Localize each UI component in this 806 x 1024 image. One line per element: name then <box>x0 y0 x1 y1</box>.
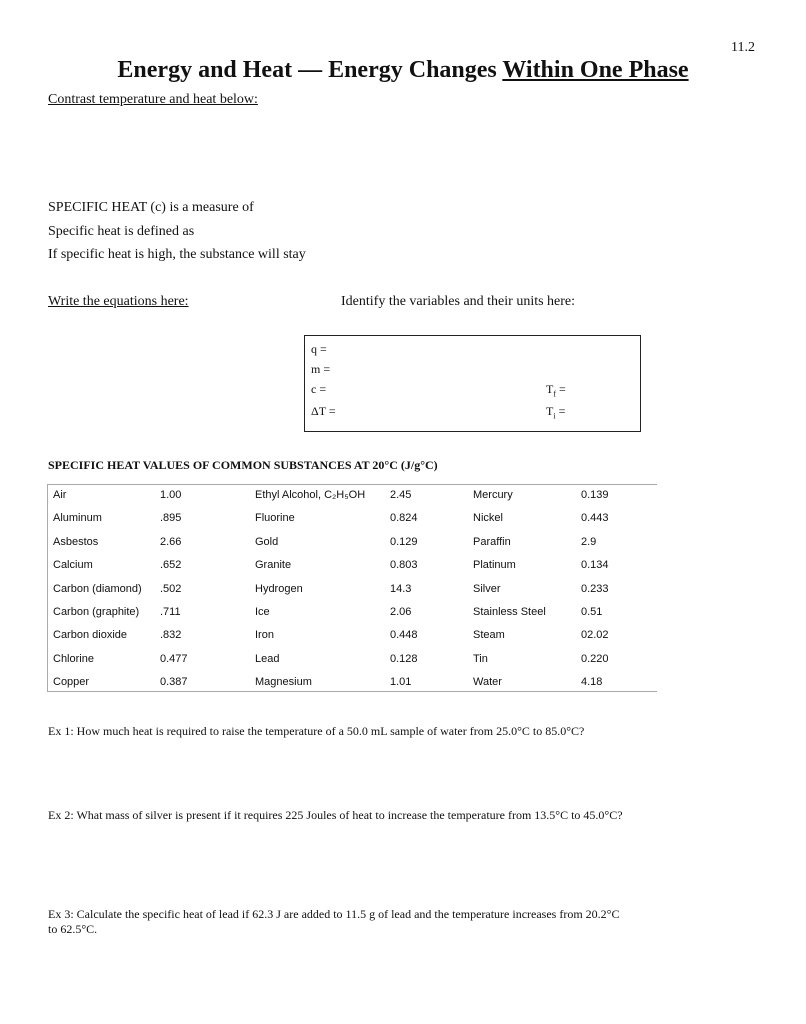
specific-heat-value: .652 <box>160 559 182 571</box>
example-3-line-2: to 62.5°C. <box>48 922 98 936</box>
var-m: m = <box>311 362 331 376</box>
specific-heat-value: .502 <box>160 583 182 595</box>
page-number: 11.2 <box>731 40 755 55</box>
substance-name: Platinum <box>473 559 516 571</box>
substance-name: Steam <box>473 629 505 641</box>
substance-name: Carbon dioxide <box>53 629 127 641</box>
specific-heat-line-1: SPECIFIC HEAT (c) is a measure of <box>48 200 254 215</box>
var-tf: $T_f$ = <box>546 382 566 399</box>
substance-name: Asbestos <box>53 536 99 548</box>
substance-name: Ice <box>255 606 270 618</box>
var-q: q = <box>311 342 327 356</box>
specific-heat-value: 0.128 <box>390 653 418 665</box>
substance-name: Silver <box>473 583 501 595</box>
var-ti: $T_i$ = <box>546 404 566 421</box>
substance-name: Carbon (diamond) <box>53 583 142 595</box>
equations-prompt: Write the equations here: <box>48 294 189 309</box>
substance-name: Air <box>53 489 67 501</box>
substance-name: Calcium <box>53 559 93 571</box>
var-delta-t: ΔT = <box>311 404 336 418</box>
specific-heat-value: .895 <box>160 512 182 524</box>
substance-name: Aluminum <box>53 512 102 524</box>
table-row <box>48 489 657 512</box>
specific-heat-value: 0.139 <box>581 489 609 501</box>
table-row <box>48 629 657 652</box>
variables-box <box>304 335 641 432</box>
substance-name: Carbon (graphite) <box>53 606 140 618</box>
substance-name: Gold <box>255 536 279 548</box>
specific-heat-value: 0.448 <box>390 629 418 641</box>
specific-heat-value: 0.220 <box>581 653 609 665</box>
substance-name: Copper <box>53 676 90 688</box>
substance-name: Stainless Steel <box>473 606 546 618</box>
var-c: c = <box>311 382 327 396</box>
specific-heat-value: 02.02 <box>581 629 609 641</box>
table-row <box>48 512 657 535</box>
specific-heat-table <box>47 484 657 692</box>
specific-heat-value: .711 <box>160 606 181 618</box>
substance-name: Tin <box>473 653 488 665</box>
substance-name: Nickel <box>473 512 503 524</box>
substance-name: Mercury <box>473 489 513 501</box>
substance-name: Fluorine <box>255 512 295 524</box>
contrast-prompt: Contrast temperature and heat below: <box>48 92 258 107</box>
substance-name: Iron <box>255 629 274 641</box>
table-row <box>48 559 657 582</box>
specific-heat-value: 2.66 <box>160 536 182 548</box>
substance-name: Granite <box>255 559 292 571</box>
page-title <box>0 57 806 84</box>
specific-heat-value: 2.06 <box>390 606 412 618</box>
table-title: SPECIFIC HEAT VALUES OF COMMON SUBSTANCES AT 20°C (J/g°C) <box>48 458 438 472</box>
substance-name: Ethyl Alcohol, C₂H₅OH <box>255 489 366 501</box>
specific-heat-value: .832 <box>160 629 182 641</box>
variables-prompt: Identify the variables and their units here: <box>341 294 576 309</box>
table-row <box>48 606 657 629</box>
example-3-line-1: Ex 3: Calculate the specific heat of lead if 62.3 J are added to 11.5 g of lead and the temperature increases from 20.2°C <box>48 907 620 921</box>
specific-heat-value: 0.824 <box>390 512 418 524</box>
specific-heat-value: 14.3 <box>390 583 412 595</box>
specific-heat-value: 0.803 <box>390 559 418 571</box>
specific-heat-line-3: If specific heat is high, the substance will stay <box>48 247 306 262</box>
table-row <box>48 536 657 559</box>
table-row <box>48 676 657 699</box>
substance-name: Paraffin <box>473 536 511 548</box>
example-1: Ex 1: How much heat is required to raise the temperature of a 50.0 mL sample of water from 25.0°C to 85.0°C? <box>48 724 585 738</box>
table-row <box>48 583 657 606</box>
specific-heat-value: 1.00 <box>160 489 182 501</box>
title-underlined: Within One Phase <box>502 57 689 83</box>
table-row <box>48 653 657 676</box>
example-2: Ex 2: What mass of silver is present if it requires 225 Joules of heat to increase the temperature from 13.5°C to 45.0°C? <box>48 808 623 822</box>
substance-name: Water <box>473 676 502 688</box>
specific-heat-value: 1.01 <box>390 676 412 688</box>
specific-heat-line-2: Specific heat is defined as <box>48 224 195 239</box>
specific-heat-value: 0.134 <box>581 559 609 571</box>
substance-name: Chlorine <box>53 653 94 665</box>
specific-heat-value: 0.387 <box>160 676 188 688</box>
substance-name: Lead <box>255 653 280 665</box>
specific-heat-value: 0.129 <box>390 536 418 548</box>
specific-heat-value: 2.45 <box>390 489 412 501</box>
title-prefix: Energy and Heat — Energy Changes <box>117 57 503 83</box>
substance-name: Magnesium <box>255 676 312 688</box>
specific-heat-value: 2.9 <box>581 536 597 548</box>
substance-name: Hydrogen <box>255 583 303 595</box>
specific-heat-value: 0.51 <box>581 606 603 618</box>
specific-heat-value: 0.477 <box>160 653 188 665</box>
specific-heat-value: 0.443 <box>581 512 609 524</box>
specific-heat-value: 0.233 <box>581 583 609 595</box>
specific-heat-value: 4.18 <box>581 676 603 688</box>
